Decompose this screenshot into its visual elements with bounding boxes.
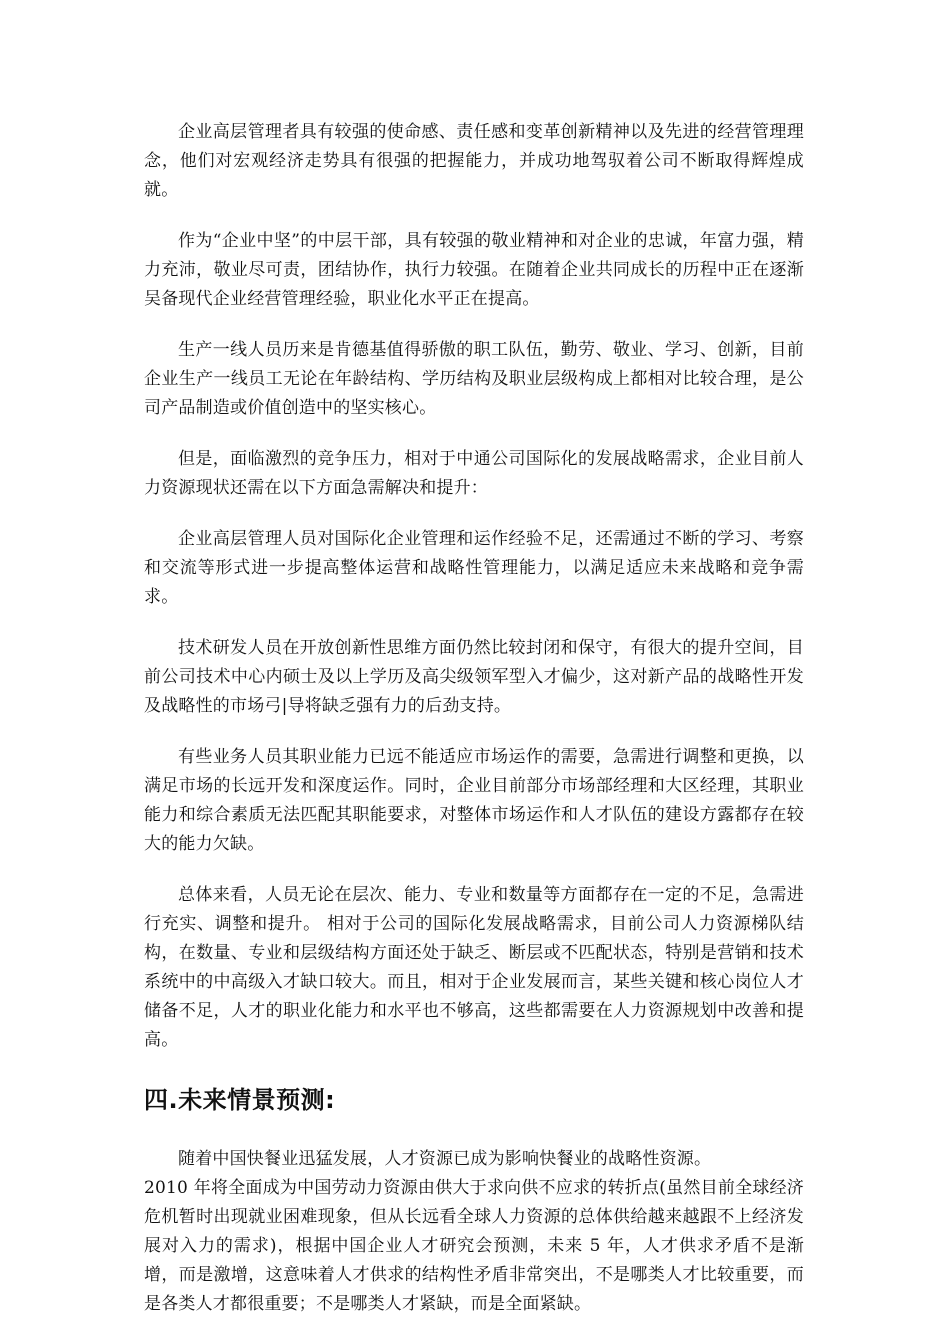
paragraph-future-forecast <box>144 1145 804 1319</box>
section-heading-future-forecast: 四.未来情景预测: <box>144 1086 336 1114</box>
paragraph-middle-management: 作为“企业中坚”的中层干部，具有较强的敬业精神和对企业的忠诚，年富力强，精力充沛，敬业尽可责，团结协作，执行力较强。在随着企业共同成长的历程中正在逐渐吴备现代企业经营管理经验，职业化水平正在提高。 <box>144 231 804 309</box>
paragraph-business-staff: 有些业务人员其职业能力已远不能适应市场运作的需要，急需进行调整和更换，以满足市场的长远开发和深度运作。同时，企业目前部分市场部经理和大区经理，其职业能力和综合素质无法匹配其职能要求，对整体市场运作和人才队伍的建设方露都存在较大的能力欠缺。 <box>144 747 804 854</box>
forecast-first-line: 随着中国快餐业迅猛发展，人才资源已成为影响快餐业的战略性资源。 <box>178 1149 712 1169</box>
paragraph-senior-management: 企业高层管理者具有较强的使命感、责任感和变革创新精神以及先进的经营管理理念，他们对宏观经济走势具有很强的把握能力，并成功地驾驭着公司不断取得辉煌成就。 <box>144 122 804 200</box>
paragraph-overall-summary: 总体来看，人员无论在层次、能力、专业和数量等方面都存在一定的不足，急需进行充实、调整和提升。 相对于公司的国际化发展战略需求，目前公司人力资源梯队结构，在数量、专业和层级结构方面还处于缺乏、断层或不匹配状态，特别是营销和技术系统中的中高级入才缺口较大。而且，相对于企业发展而言，某些关键和核心岗位人才储备不足，人才的职业化能力和水平也不够高，这些都需要在人力资源规划中改善和提高。 <box>144 885 804 1050</box>
document-page <box>144 118 804 1341</box>
forecast-body: 2010 年将全面成为中国劳动力资源由供大于求向供不应求的转折点(虽然目前全球经济危机暂时出现就业困难现象，但从长远看全球人力资源的总体供给越来越跟不上经济发展对入力的需求)，根据中国企业人才研究会预测，未来 5 年，人才供求矛盾不是渐增，而是激增，这意味着人才供求的结构性矛盾非常突出，不是哪类人才比较重要，而是各类人才都很重要；不是哪类人才紧缺，而是全面紧缺。 <box>144 1178 804 1314</box>
paragraph-senior-experience-gap: 企业高层管理人员对国际化企业管理和运作经验不足，还需通过不断的学习、考察和交流等形式进一步提高整体运营和战略性管理能力，以满足适应未来战略和竞争需求。 <box>144 529 804 607</box>
paragraph-frontline-staff: 生产一线人员历来是肯德基值得骄傲的职工队伍，勤劳、敬业、学习、创新，目前企业生产一线员工无论在年龄结构、学历结构及职业层级构成上都相对比较合理，是公司产品制造或价值创造中的坚实核心。 <box>144 340 804 418</box>
paragraph-rd-staff: 技术研发人员在开放创新性思维方面仍然比较封闭和保守，有很大的提升空间，目前公司技术中心内硕士及以上学历及高尖级领军型入才偏少，这对新产品的战略性开发及战略性的市场弓|导将缺乏强有力的后劲支持。 <box>144 638 804 716</box>
paragraph-competitive-pressure: 但是，面临激烈的竞争压力，相对于中通公司国际化的发展战略需求，企业目前人力资源现状还需在以下方面急需解决和提升： <box>144 449 804 498</box>
